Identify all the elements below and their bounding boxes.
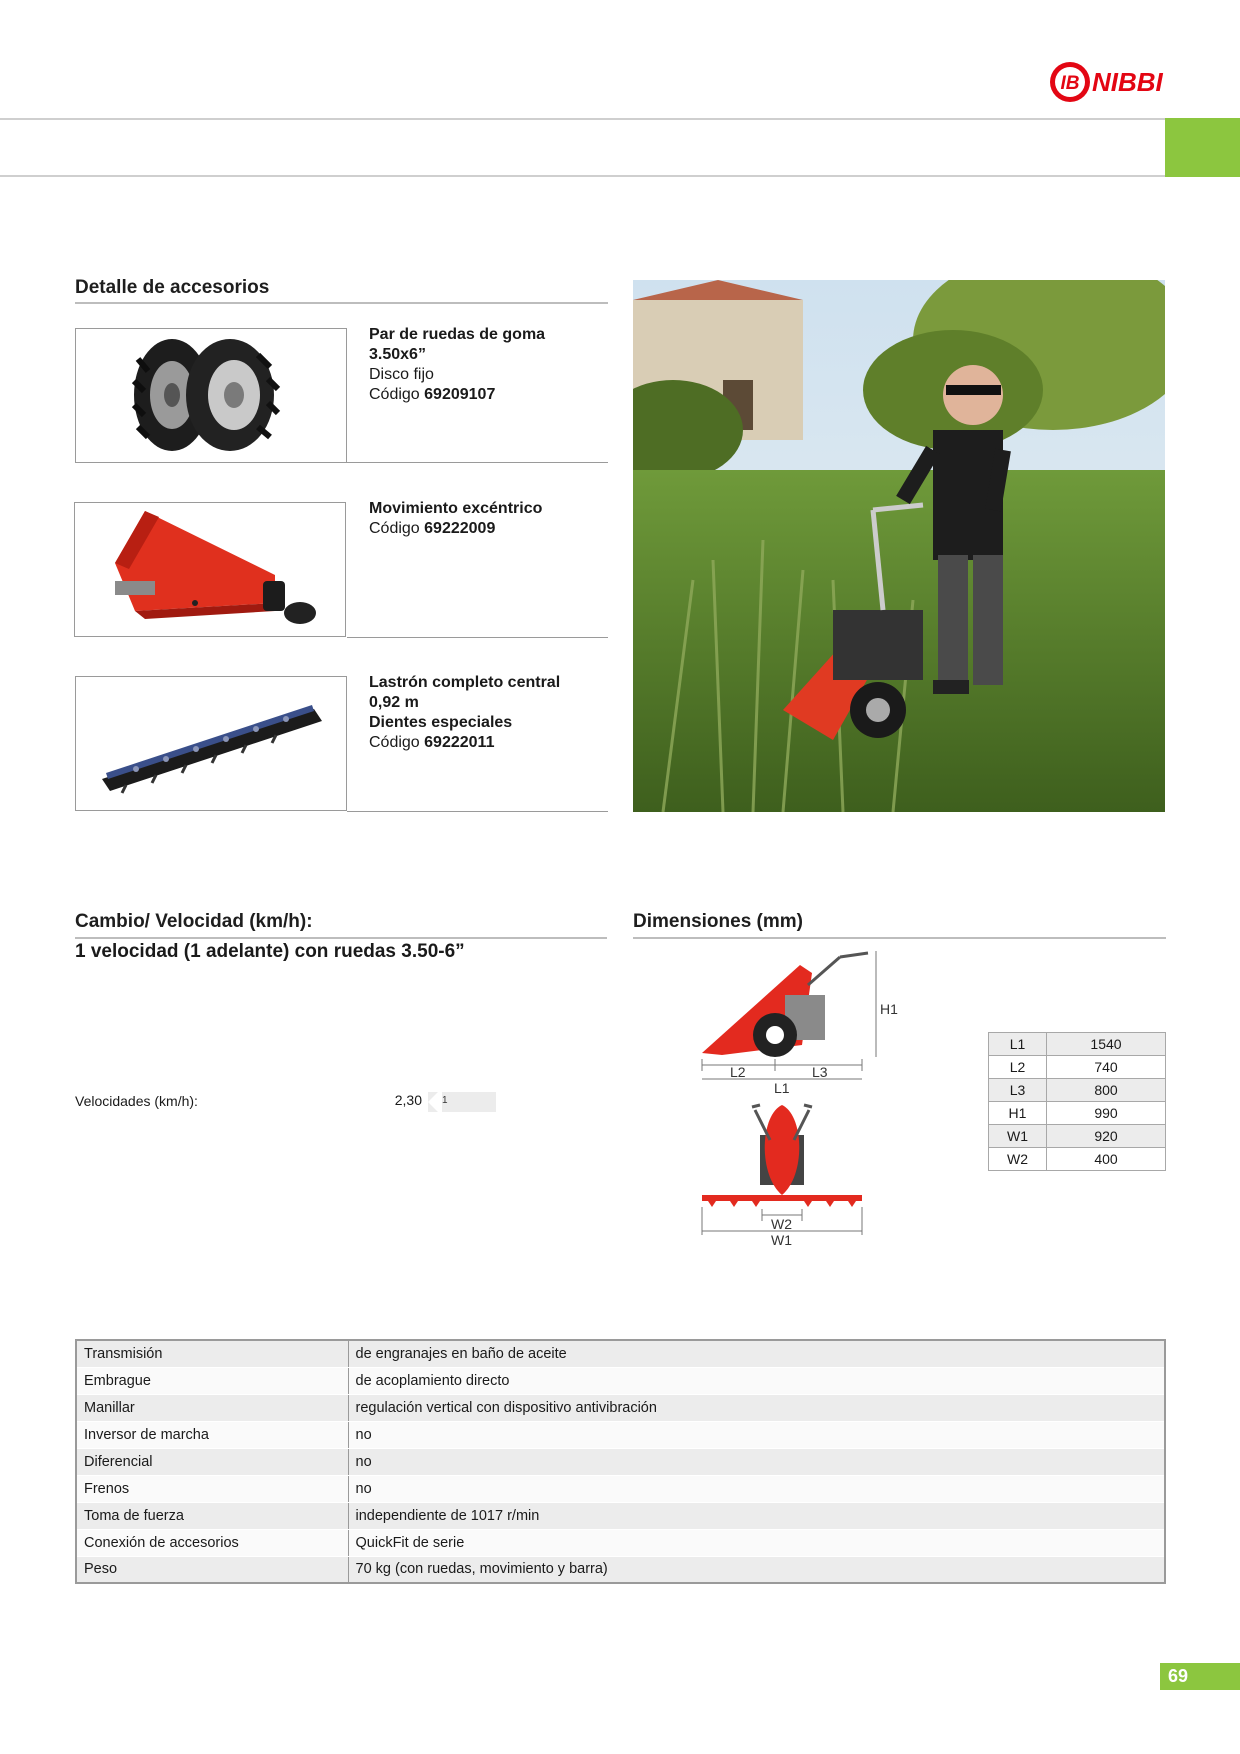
- dimension-value: 920: [1047, 1125, 1166, 1148]
- table-row: [989, 1056, 1166, 1079]
- speed-label: Velocidades (km/h):: [75, 1093, 198, 1109]
- table-row: [76, 1421, 1165, 1448]
- header-accent-block: [1165, 118, 1240, 177]
- spec-label: Transmisión: [76, 1340, 348, 1367]
- dimension-key: L2: [989, 1056, 1047, 1079]
- table-row: [76, 1448, 1165, 1475]
- speed-gear-index: 1: [442, 1095, 448, 1106]
- accessory-rule: [347, 462, 608, 463]
- accessory-name-line: 3.50x6”: [369, 346, 426, 363]
- dimension-key: W1: [989, 1125, 1047, 1148]
- diagram-label-l3: L3: [812, 1064, 828, 1080]
- spec-label: Diferencial: [76, 1448, 348, 1475]
- spec-value: de engranajes en baño de aceite: [348, 1340, 1165, 1367]
- spec-value: regulación vertical con dispositivo antivibración: [348, 1394, 1165, 1421]
- accessory-code-line: Código 69222011: [369, 734, 495, 751]
- accessory-name-line: Movimiento excéntrico: [369, 500, 543, 517]
- diagram-label-l2: L2: [730, 1064, 746, 1080]
- dimension-value: 400: [1047, 1148, 1166, 1171]
- accessories-title: Detalle de accesorios: [75, 277, 270, 298]
- rubber-wheels-image: [76, 329, 347, 463]
- logo-wordmark: NIBBI: [1092, 67, 1163, 97]
- table-row: [76, 1475, 1165, 1502]
- specs-table: [75, 1339, 1166, 1584]
- diagram-label-w1: W1: [771, 1232, 792, 1248]
- accessory-code-line: Código 69209107: [369, 386, 496, 403]
- accessory-image-box: [74, 502, 346, 637]
- speed-value: 2,30: [394, 1092, 422, 1108]
- dimensions-title-rule: [633, 937, 1166, 939]
- table-row: [76, 1340, 1165, 1367]
- spec-value: independiente de 1017 r/min: [348, 1502, 1165, 1529]
- dimension-key: W2: [989, 1148, 1047, 1171]
- accessory-text: [369, 499, 604, 539]
- spec-label: Embrague: [76, 1367, 348, 1394]
- table-row: [989, 1079, 1166, 1102]
- accessory-name-line: 0,92 m: [369, 694, 419, 711]
- diagram-label-w2: W2: [771, 1216, 792, 1232]
- accessory-name-line: Dientes especiales: [369, 714, 513, 731]
- dimension-value: 990: [1047, 1102, 1166, 1125]
- accessory-image-box: [75, 328, 347, 463]
- dimension-key: L3: [989, 1079, 1047, 1102]
- accessory-name-line: Lastrón completo central: [369, 674, 561, 691]
- spec-label: Conexión de accesorios: [76, 1529, 348, 1556]
- spec-value: de acoplamiento directo: [348, 1367, 1165, 1394]
- speed-bar: [428, 1092, 496, 1112]
- table-row: [989, 1125, 1166, 1148]
- eccentric-movement-image: [75, 503, 346, 637]
- table-row: [76, 1556, 1165, 1583]
- table-row: [76, 1394, 1165, 1421]
- diagram-label-h1: H1: [880, 1001, 898, 1017]
- speed-title: Cambio/ Velocidad (km/h):: [75, 911, 313, 932]
- spec-value: no: [348, 1475, 1165, 1502]
- spec-value: QuickFit de serie: [348, 1529, 1165, 1556]
- spec-value: 70 kg (con ruedas, movimiento y barra): [348, 1556, 1165, 1583]
- spec-value: no: [348, 1448, 1165, 1475]
- table-row: [76, 1502, 1165, 1529]
- spec-value: no: [348, 1421, 1165, 1448]
- dimension-value: 740: [1047, 1056, 1166, 1079]
- spec-label: Toma de fuerza: [76, 1502, 348, 1529]
- accessory-name-line: Par de ruedas de goma: [369, 326, 546, 343]
- accessory-code-line: Código 69222009: [369, 520, 496, 537]
- accessory-rule: [347, 637, 608, 638]
- spec-label: Peso: [76, 1556, 348, 1583]
- dimension-value: 1540: [1047, 1033, 1166, 1056]
- accessory-rule: [347, 811, 608, 812]
- dimensions-diagram: [690, 945, 920, 1260]
- spec-label: Manillar: [76, 1394, 348, 1421]
- dimension-key: L1: [989, 1033, 1047, 1056]
- table-row: [76, 1529, 1165, 1556]
- dimension-key: H1: [989, 1102, 1047, 1125]
- spec-label: Inversor de marcha: [76, 1421, 348, 1448]
- cutter-bar-image: [76, 677, 347, 811]
- table-row: [989, 1102, 1166, 1125]
- accessory-text: [369, 325, 604, 405]
- accessory-image-box: [75, 676, 347, 811]
- accessory-extra-line: Disco fijo: [369, 366, 434, 383]
- diagram-label-l1: L1: [774, 1080, 790, 1096]
- page-number: 69: [1160, 1663, 1240, 1690]
- speed-subtitle: 1 velocidad (1 adelante) con ruedas 3.50-6”: [75, 941, 465, 962]
- header-rule-top: [0, 118, 1165, 120]
- speed-bar-arrow: [428, 1092, 442, 1112]
- dimensions-title: Dimensiones (mm): [633, 911, 803, 932]
- table-row: [76, 1367, 1165, 1394]
- spec-label: Frenos: [76, 1475, 348, 1502]
- header-rule-bottom: [0, 175, 1165, 177]
- table-row: [989, 1033, 1166, 1056]
- speed-title-rule: [75, 937, 607, 939]
- dimension-value: 800: [1047, 1079, 1166, 1102]
- product-in-use-photo: [633, 280, 1165, 812]
- table-row: [989, 1148, 1166, 1171]
- nibbi-logo: [1048, 58, 1168, 106]
- accessories-title-rule: [75, 302, 608, 304]
- logo-monogram: IB: [1060, 73, 1080, 94]
- accessory-text: [369, 673, 604, 753]
- dimensions-table: [988, 1032, 1166, 1171]
